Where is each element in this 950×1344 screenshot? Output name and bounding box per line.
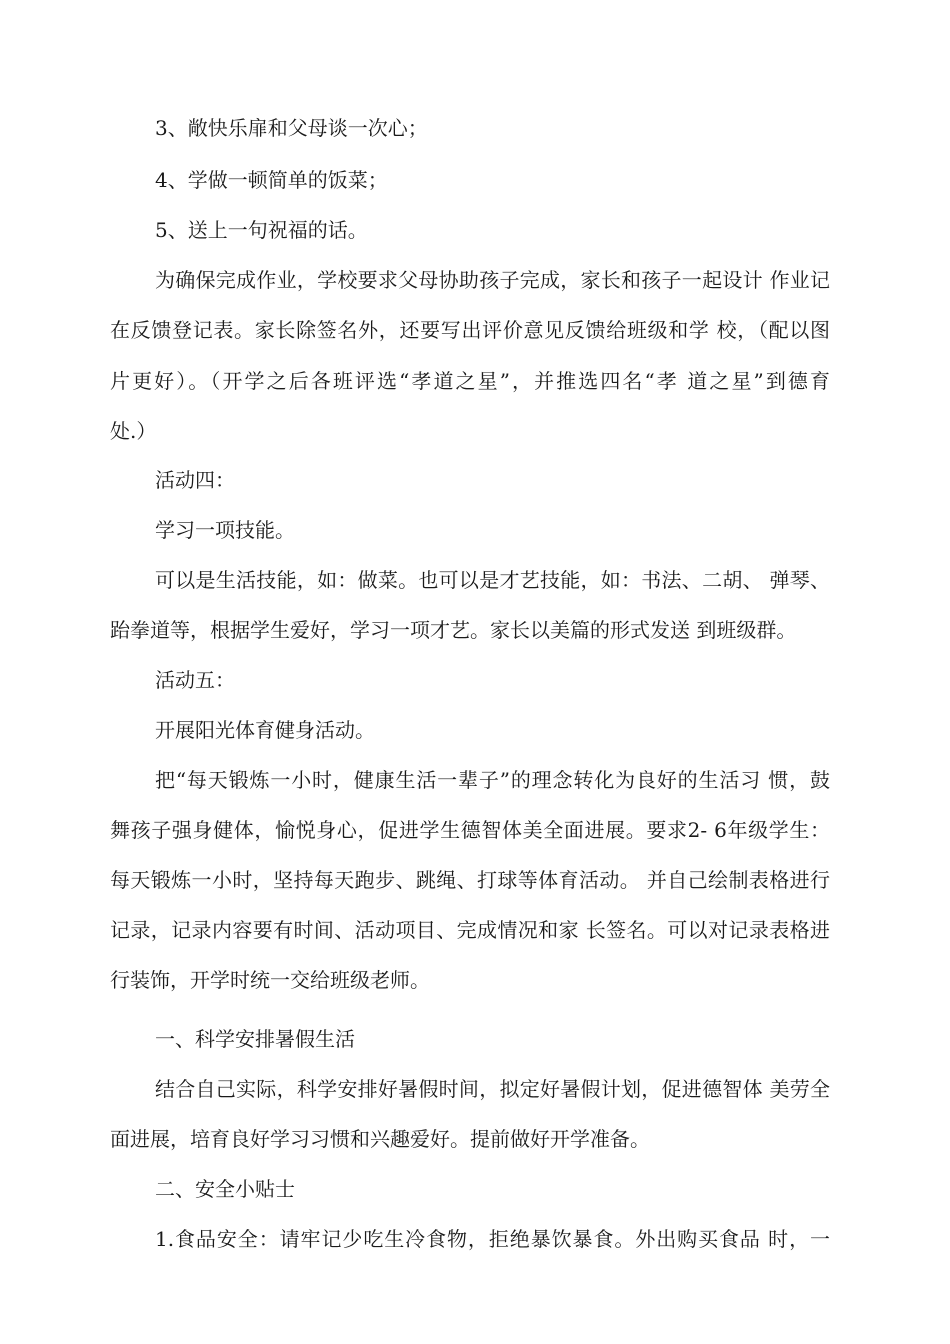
paragraph-line: 结合自己实际，科学安排好暑假时间，拟定好暑假计划，促进德智体 美劳全: [155, 1077, 830, 1101]
section-subheading: 学习一项技能。: [155, 518, 295, 542]
list-item-4: 4、学做一顿简单的饭菜；: [155, 168, 388, 192]
paragraph-line: 片更好）。（开学之后各班评选“孝道之星”，并推选四名“孝 道之星”到德育: [110, 369, 830, 393]
section-heading: 二、安全小贴士: [155, 1177, 295, 1201]
section-heading: 活动五：: [155, 668, 235, 692]
paragraph-line: 在反馈登记表。家长除签名外，还要写出评价意见反馈给班级和学 校，（配以图: [110, 318, 830, 342]
paragraph-line: 把“每天锻炼一小时，健康生活一辈子”的理念转化为良好的生活习 惯，鼓: [155, 768, 830, 792]
section-heading: 活动四：: [155, 468, 235, 492]
list-item-5: 5、送上一句祝福的话。: [155, 218, 368, 242]
paragraph-line: 舞孩子强身健体，愉悦身心，促进学生德智体美全面进展。要求2- 6年级学生：: [110, 818, 830, 842]
paragraph-line: 可以是生活技能，如：做菜。也可以是才艺技能，如：书法、二胡、 弹琴、: [155, 568, 830, 592]
section-heading: 一、科学安排暑假生活: [155, 1027, 355, 1051]
list-item-3: 3、敞快乐扉和父母谈一次心；: [155, 116, 428, 140]
paragraph-line: 记录，记录内容要有时间、活动项目、完成情况和家 长签名。可以对记录表格进: [110, 918, 830, 942]
paragraph-line: 1.食品安全：请牢记少吃生冷食物，拒绝暴饮暴食。外出购买食品 时，一: [155, 1227, 830, 1251]
paragraph-line: 每天锻炼一小时，坚持每天跑步、跳绳、打球等体育活动。 并自己绘制表格进行: [110, 868, 830, 892]
paragraph-line: 为确保完成作业，学校要求父母协助孩子完成，家长和孩子一起设计 作业记: [155, 268, 830, 292]
paragraph-line: 面进展，培育良好学习习惯和兴趣爱好。提前做好开学准备。: [110, 1127, 650, 1151]
paragraph-line: 跆拳道等，根据学生爱好，学习一项才艺。家长以美篇的形式发送 到班级群。: [110, 618, 797, 642]
paragraph-line: 处.）: [110, 419, 157, 443]
paragraph-line: 行装饰，开学时统一交给班级老师。: [110, 968, 430, 992]
section-subheading: 开展阳光体育健身活动。: [155, 718, 375, 742]
